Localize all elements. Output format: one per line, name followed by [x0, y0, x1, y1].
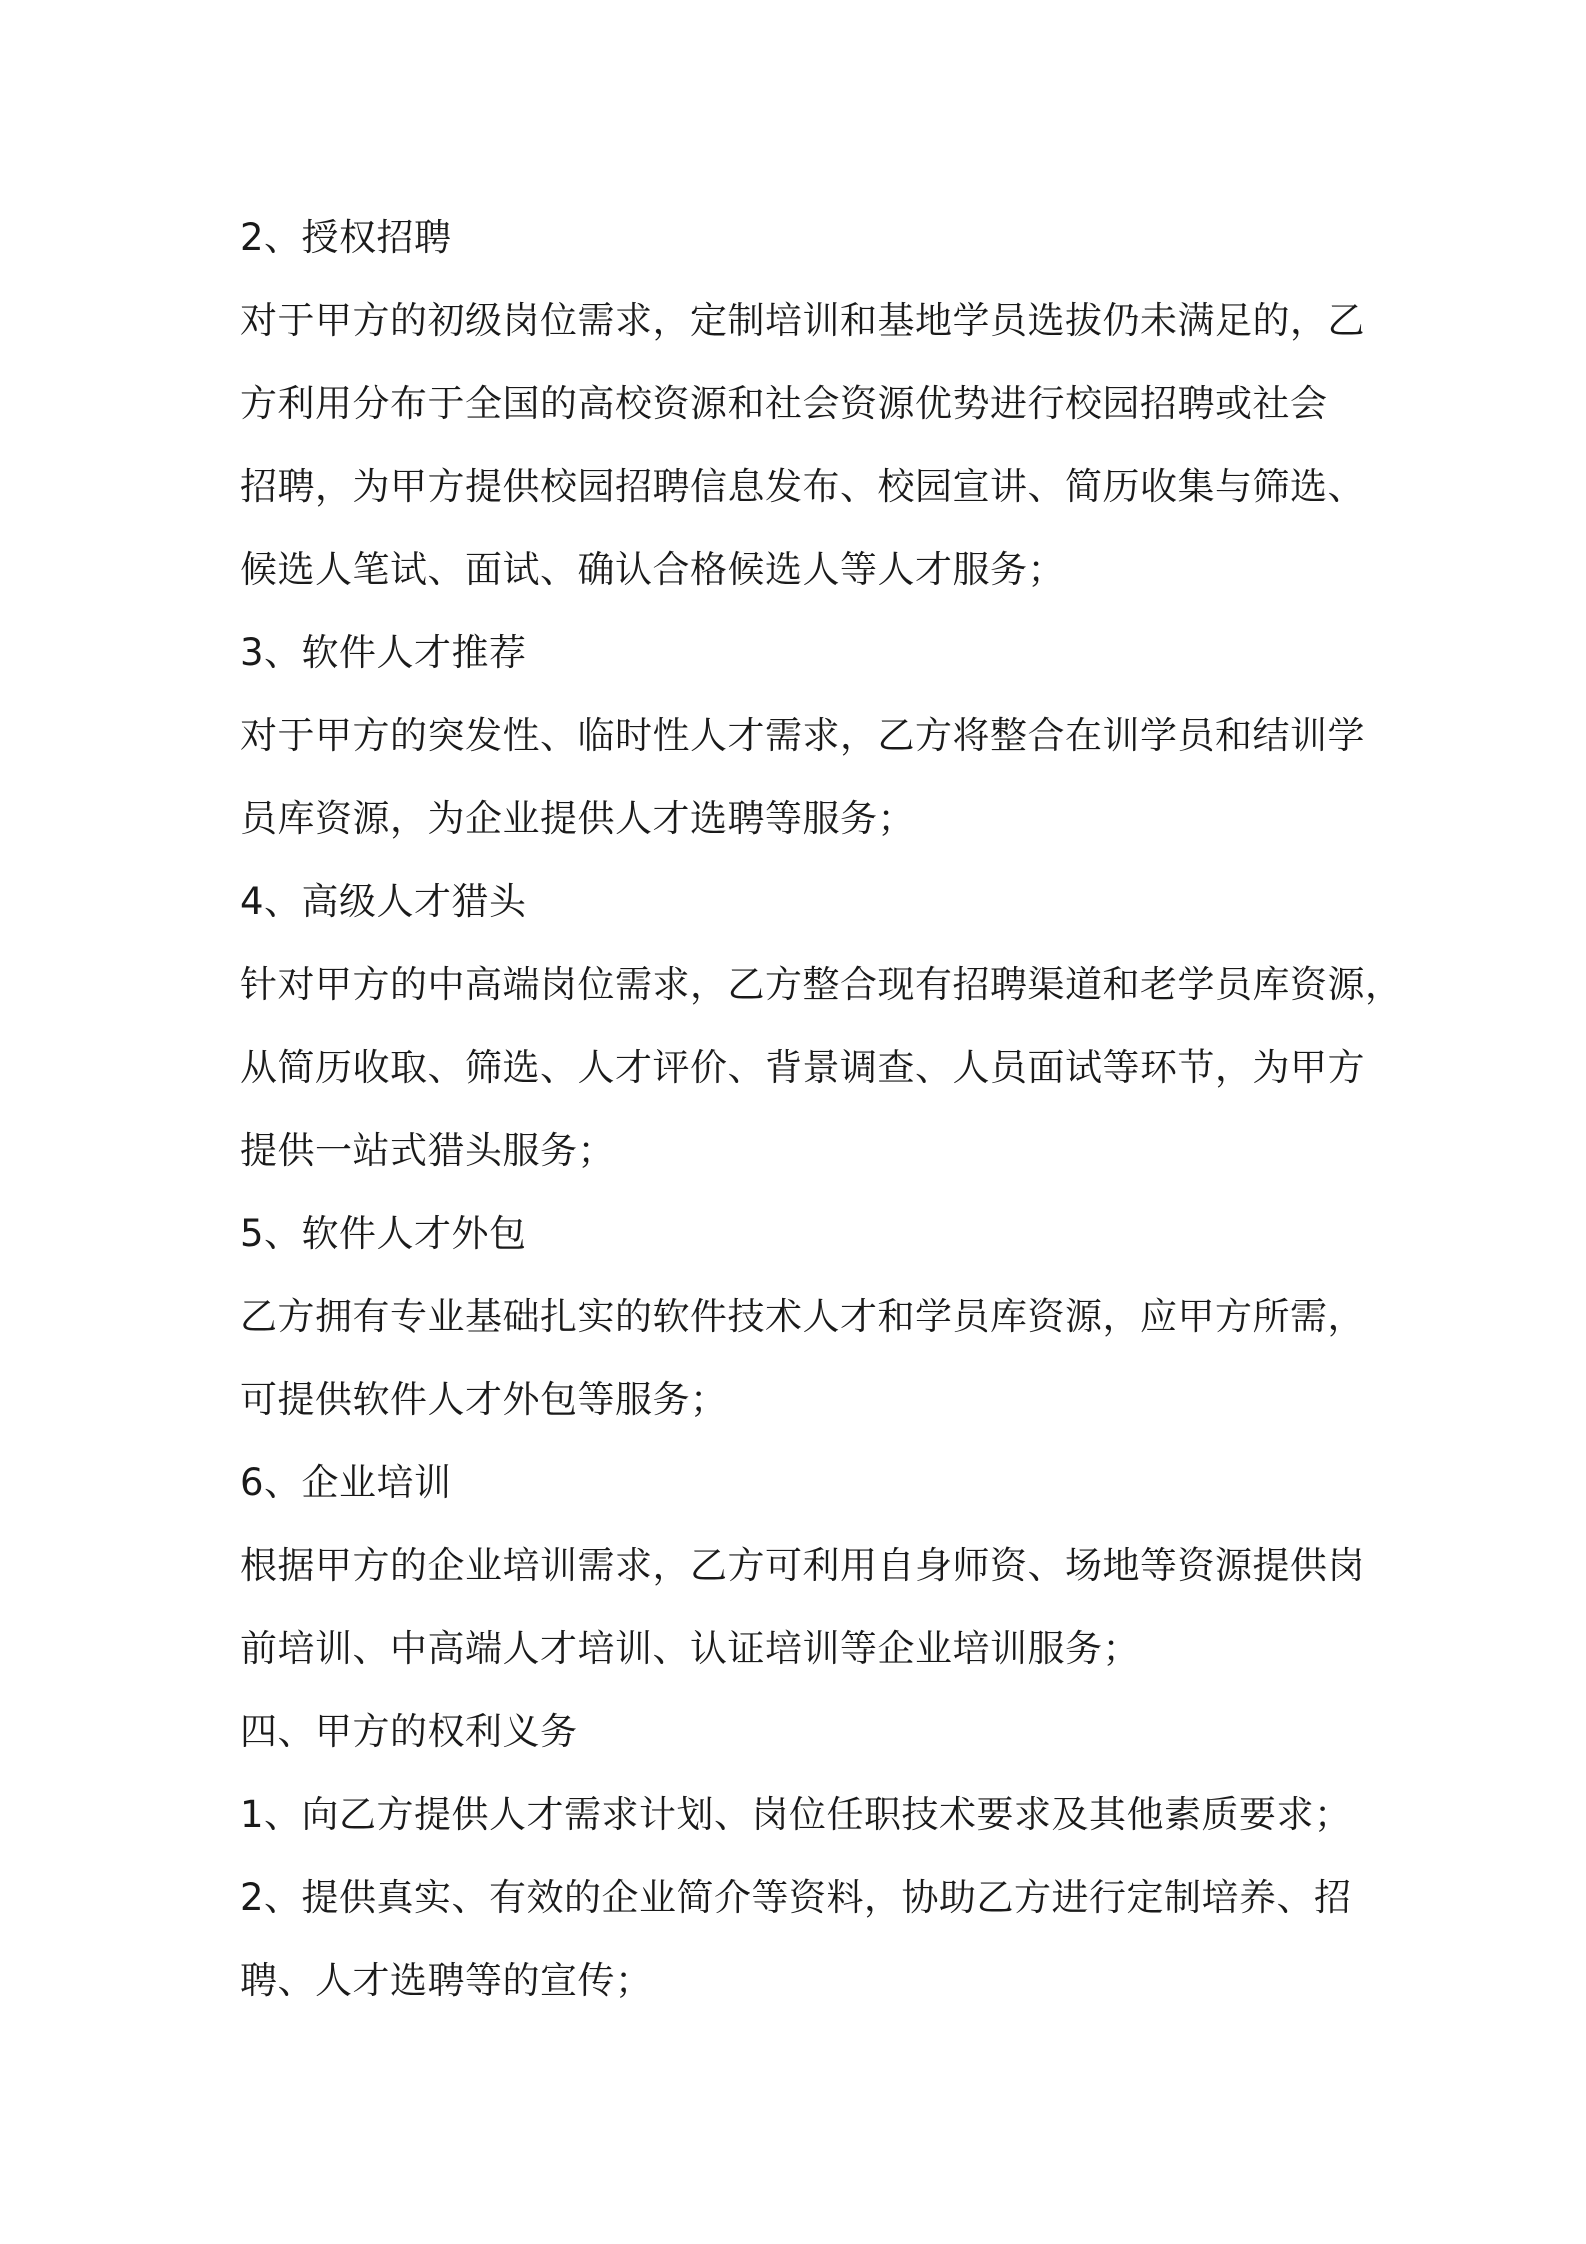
paragraph-line: 提供一站式猎头服务； [240, 1129, 615, 1172]
paragraph-line: 招聘，为甲方提供校园招聘信息发布、校园宣讲、简历收集与筛选、 [240, 465, 1365, 508]
paragraph-line: 聘、人才选聘等的宣传； [240, 1959, 653, 2002]
list-item: 2、提供真实、有效的企业简介等资料，协助乙方进行定制培养、招 [240, 1876, 1352, 1919]
paragraph-line: 对于甲方的初级岗位需求，定制培训和基地学员选拔仍未满足的，乙 [240, 299, 1365, 342]
section-heading-party-a-rights: 四、甲方的权利义务 [240, 1710, 578, 1753]
paragraph-line: 可提供软件人才外包等服务； [240, 1378, 728, 1421]
heading-software-talent-recommendation: 3、软件人才推荐 [240, 631, 527, 674]
paragraph-line: 对于甲方的突发性、临时性人才需求，乙方将整合在训学员和结训学 [240, 714, 1365, 757]
paragraph-line: 根据甲方的企业培训需求，乙方可利用自身师资、场地等资源提供岗 [240, 1544, 1365, 1587]
paragraph-line: 员库资源，为企业提供人才选聘等服务； [240, 797, 915, 840]
paragraph-line: 从简历收取、筛选、人才评价、背景调查、人员面试等环节，为甲方 [240, 1046, 1365, 1089]
paragraph-line: 前培训、中高端人才培训、认证培训等企业培训服务； [240, 1627, 1140, 1670]
heading-senior-headhunting: 4、高级人才猎头 [240, 880, 527, 923]
paragraph-line: 针对甲方的中高端岗位需求，乙方整合现有招聘渠道和老学员库资源， [240, 963, 1403, 1006]
paragraph-line: 候选人笔试、面试、确认合格候选人等人才服务； [240, 548, 1065, 591]
heading-software-outsourcing: 5、软件人才外包 [240, 1212, 527, 1255]
paragraph-line: 方利用分布于全国的高校资源和社会资源优势进行校园招聘或社会 [240, 382, 1328, 425]
heading-enterprise-training: 6、企业培训 [240, 1461, 452, 1504]
document-page [240, 196, 1403, 2022]
list-item: 1、向乙方提供人才需求计划、岗位任职技术要求及其他素质要求； [240, 1793, 1352, 1836]
paragraph-line: 乙方拥有专业基础扎实的软件技术人才和学员库资源，应甲方所需， [240, 1295, 1365, 1338]
heading-authorized-recruitment: 2、授权招聘 [240, 216, 452, 259]
